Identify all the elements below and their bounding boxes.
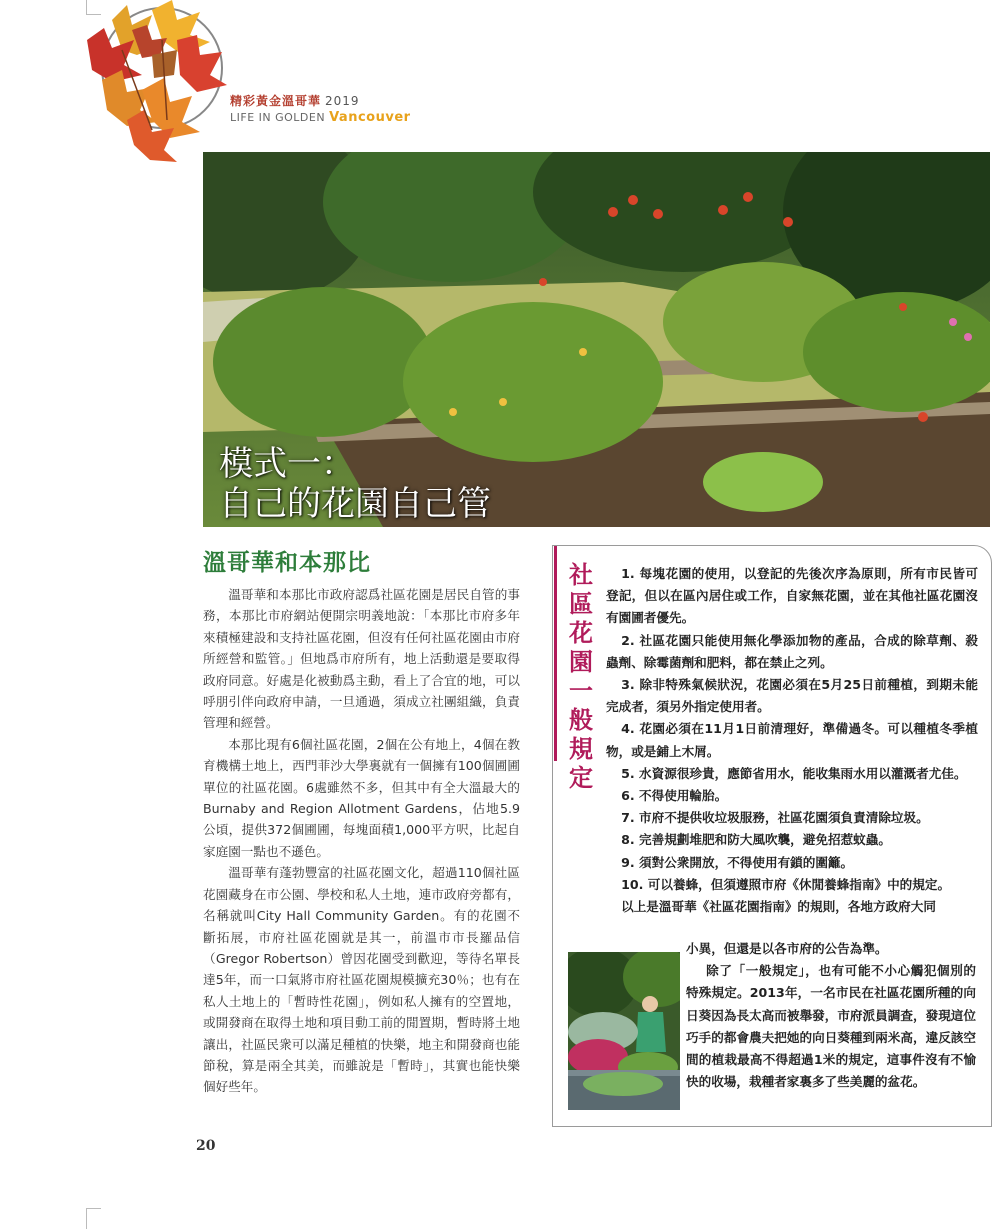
- crop-mark-bottom-left: [86, 1208, 101, 1229]
- rules-box-title-char: 園: [569, 647, 593, 676]
- article-paragraph: 溫哥華和本那比市政府認爲社區花園是居民自管的事務，本那比市府網站便開宗明義地說：「本那比市府多年來積極建設和支持社區花園，但沒有任何社區花園由市府所經營和監管。」但地爲市府所有，地上活動還是要取得政府同意。好處是化被動爲主動，看上了合宜的地，可以呼朋引伴向政府申請，一旦通過，須成立社團組織，負責管理和經營。: [203, 587, 520, 731]
- rules-box-title-char: 般: [569, 705, 593, 734]
- garden-photo: [203, 152, 990, 527]
- section-title: 溫哥華和本那比: [203, 549, 371, 576]
- rule-item: 3. 除非特殊氣候狀況，花園必須在5月25日前種植，到期未能完成者，須另外指定使用者。: [606, 677, 978, 715]
- header-subtitle: LIFE IN GOLDEN: [230, 111, 326, 124]
- header-year: 2019: [325, 94, 360, 108]
- rules-box-accent-bar: [554, 546, 557, 761]
- page-number: 20: [196, 1138, 216, 1154]
- rules-box-title: [566, 560, 596, 792]
- special-rules-paragraph: 除了「一般規定」，也有可能不小心觸犯個別的特殊規定。2013年，一名市民在社區花園所種的向日葵因為長太高而被舉發，市府派員調查，發現這位巧手的都會農夫把她的向日葵種到兩米高，違反該空間的植栽最高不得超過1米的規定，這事件沒有不愉快的收場，栽種者家裏多了些美麗的盆花。: [686, 963, 976, 1090]
- rule-item: 2. 社區花園只能使用無化學添加物的產品，合成的除草劑、殺蟲劑、除霉菌劑和肥料，都在禁止之列。: [606, 632, 978, 670]
- rule-item: 9. 須對公衆開放，不得使用有鎖的圍籬。: [621, 854, 854, 870]
- rule-item: 5. 水資源很珍貴，應節省用水，能收集雨水用以灌溉者尤佳。: [621, 765, 967, 781]
- rules-box-title-char: 花: [569, 618, 593, 647]
- header-city: Vancouver: [329, 110, 411, 125]
- header-title: 精彩黃金溫哥華: [230, 94, 322, 108]
- gardener-photo: [568, 952, 680, 1110]
- rules-box-title-char: 一: [569, 676, 593, 705]
- rule-item: 7. 市府不提供收垃圾服務，社區花園須負責清除垃圾。: [621, 810, 929, 826]
- rules-tail: [686, 938, 976, 1093]
- rules-list: [606, 563, 978, 918]
- article-body: [203, 584, 520, 1098]
- rules-summary-line1: 以上是溫哥華《社區花園指南》的規則，各地方政府大同: [621, 899, 936, 915]
- maple-leaves-decoration: [82, 0, 232, 165]
- photo-title-line2: 自己的花園自己管: [219, 484, 491, 524]
- rules-summary-line2: 小異，但還是以各市府的公告為準。: [686, 941, 888, 956]
- rule-item: 8. 完善規劃堆肥和防大風吹襲，避免招惹蚊蟲。: [621, 832, 891, 848]
- rules-box-title-char: 定: [569, 763, 593, 792]
- photo-title: [219, 444, 491, 524]
- rules-box-title-char: 規: [569, 734, 593, 763]
- magazine-header: [230, 92, 411, 125]
- article-paragraph: 本那比現有6個社區花園，2個在公有地上，4個在教育機構土地上，西門菲沙大學裏就有一個擁有100個圃圃單位的社區花園。6處雖然不多，但其中有全大溫最大的Burnaby and Region Allotment Gardens，佔地5.9公頃，提供372個圃圃，每塊面積1,000平方呎，比起自家庭園一點也不遜色。: [203, 736, 520, 859]
- rules-box-title-char: 區: [569, 589, 593, 618]
- rule-item: 4. 花園必須在11月1日前清理好，準備過冬。可以種植冬季植物，或是鋪上木屑。: [606, 721, 978, 759]
- rules-box-title-char: 社: [569, 560, 593, 589]
- rule-item: 1. 每塊花園的使用，以登記的先後次序為原則，所有市民皆可登記，但以在區內居住或工作，自家無花園，並在其他社區花園沒有園圃者優先。: [606, 566, 978, 626]
- rule-item: 10. 可以養蜂，但須遵照市府《休閒養蜂指南》中的規定。: [621, 876, 951, 892]
- rule-item: 6. 不得使用輪胎。: [621, 788, 728, 804]
- article-paragraph: 溫哥華有蓬勃豐富的社區花園文化，超過110個社區花園藏身在市公園、學校和私人土地，連市政府旁都有，名稱就叫City Hall Community Garden。有的花園不斷拓展，市府社區花園就是其一，前溫市市長羅品信（Gregor Robertson）曾因花園受到歡迎，等待名單長達5年，而一口氣將市府社區花園規模擴充30％；也有在私人土地上的「暫時性花園」，例如私人擁有的空置地，或開發商在取得土地和項目動工前的閒置期，暫時將土地讓出，社區民衆可以滿足種植的快樂，地主和開發商也能節稅，算是兩全其美，而雖說是「暫時」，其實也能快樂個好些年。: [203, 865, 520, 1095]
- photo-title-line1: 模式一：: [219, 444, 355, 484]
